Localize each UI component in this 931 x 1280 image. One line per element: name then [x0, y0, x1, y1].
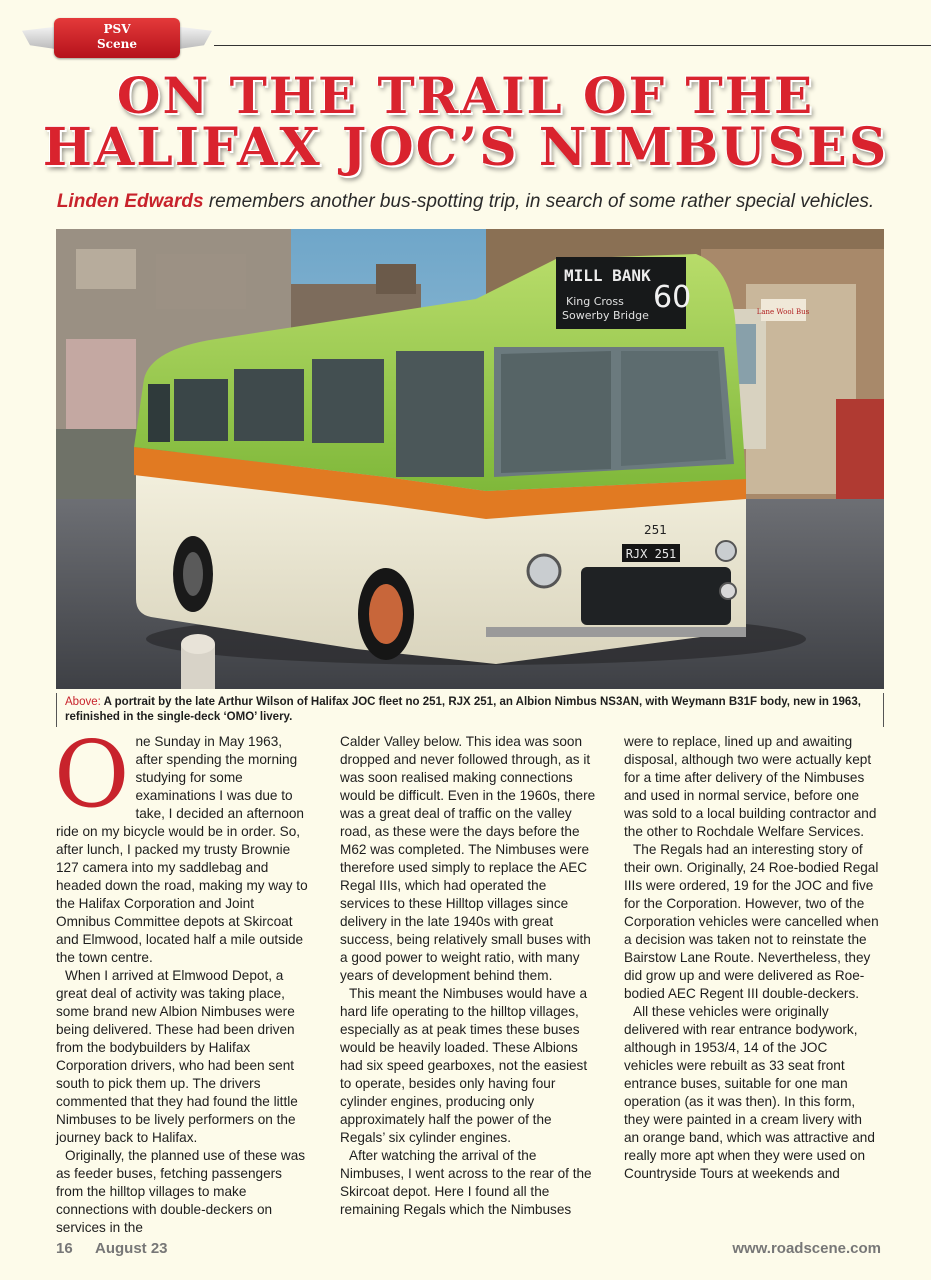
paragraph: Calder Valley below. This idea was soon dropped and never followed through, as it was soon realised making connections would be difficult. Even in the 1960s, there was a great deal of traffic on the valley road, as these were the days before the M62 was completed. The Nimbuses were therefore used simply to replace the AEC Regal IIIs, which had operated the services to these Hilltop villages since delivery in the late 1940s with great success, being relatively small buses with a good power to weight ratio, with many years of development behind them. — [340, 734, 596, 983]
paragraph: This meant the Nimbuses would have a hard life operating to the hilltop villages, especially as at peak times these buses would be heavily loaded. These Albions had six speed gearboxes, not the easiest to operate, besides only having four cylinder engines, producing only approximately half the power of the Regals’ six cylinder engines. — [340, 986, 588, 1145]
registration-plate: RJX 251 — [625, 547, 677, 561]
paragraph: Originally, the planned use of these was as feeder buses, fetching passengers from the hilltop villages to make connections with double-deckers on services in the — [56, 1148, 306, 1235]
drop-cap: O — [54, 721, 130, 828]
photo-caption — [56, 693, 884, 727]
shop-sign-text: Lane Wool Bus — [756, 308, 810, 316]
standfirst — [0, 191, 931, 213]
destination-line3: Sowerby Bridge — [562, 309, 649, 322]
article-title — [0, 66, 931, 178]
bus-photo — [56, 229, 884, 689]
destination-line2: King Cross — [566, 295, 624, 308]
standfirst-text: remembers another bus-spotting trip, in search of some rather special vehicles. — [203, 191, 875, 212]
destination-line1: MILL BANK — [564, 266, 651, 285]
paragraph: When I arrived at Elmwood Depot, a great deal of activity was taking place, some brand new Albion Nimbuses were being delivered. These had been driven from the bodybuilders by Halifax Corporation drivers, who had been sent south to pick them up. The drivers commented that they had found the little Nimbuses to be lively performers on the journey back to Halifax. — [56, 968, 298, 1145]
website-url[interactable]: www.roadscene.com — [732, 1240, 881, 1257]
author-name: Linden Edwards — [56, 191, 204, 212]
issue-date: August 23 — [95, 1240, 168, 1257]
paragraph: The Regals had an interesting story of their own. Originally, 24 Roe-bodied Regal IIIs were ordered, 19 for the JOC and five for the Corporation. However, two of the Corporation vehicles were cancelled when a decision was taken not to reinstate the Bairstow Lane Route. Nevertheless, they did grow up and were delivered as Roe-bodied AEC Regent III double-deckers. — [624, 842, 879, 1001]
title-line1: ON THE TRAIL OF THE — [116, 66, 815, 125]
paragraph: ne Sunday in May 1963, after spending the morning studying for some examinations I was due to take, I decided an afternoon ride on my bicycle would be in order. So, after lunch, I packed my trusty Brownie 127 camera into my saddlebag and headed down the road, making my way to the Halifax Corporation and Joint Omnibus Committee depots at Skircoat and Elmwood, located half a mile outside the town centre. — [56, 734, 308, 965]
badge-line1: PSV — [103, 22, 131, 36]
fleet-number: 251 — [644, 523, 667, 537]
body-column-3 — [624, 733, 880, 1183]
section-badge — [22, 18, 212, 58]
badge-line2: Scene — [97, 37, 137, 51]
caption-lead: Above: — [65, 696, 101, 708]
badge-plate — [54, 18, 180, 58]
paragraph: After watching the arrival of the Nimbuses, I went across to the rear of the Skircoat depot. Here I found all the remaining Regals which the Nimbuses — [340, 1148, 592, 1217]
page-number: 16 — [56, 1240, 73, 1257]
title-line2: HALIFAX JOC’S NIMBUSES — [42, 117, 889, 178]
header-rule — [214, 45, 931, 46]
body-column-1 — [54, 721, 312, 1237]
paragraph: were to replace, lined up and awaiting disposal, although two were actually kept for a time after delivery of the Nimbuses and used in normal service, before one was sold to a local building contractor and the other to Rochdale Welfare Services. — [624, 734, 877, 839]
caption-text: A portrait by the late Arthur Wilson of Halifax JOC fleet no 251, RJX 251, an Albion Nimbus NS3AN, with Weymann B31F body, new in 1963, refinished in the single-deck ‘OMO’ livery. — [65, 696, 861, 723]
body-column-2 — [340, 733, 596, 1219]
paragraph: All these vehicles were originally delivered with rear entrance bodywork, although in 1953/4, 14 of the JOC vehicles were rebuilt as 33 seat front entrance buses, suitable for one man operation (as it was then). In this form, they were painted in a cream livery with an orange band, which was attractive and really more apt when they were used on Countryside Tours at weekends and — [624, 1004, 875, 1181]
route-number: 60 — [653, 280, 692, 315]
